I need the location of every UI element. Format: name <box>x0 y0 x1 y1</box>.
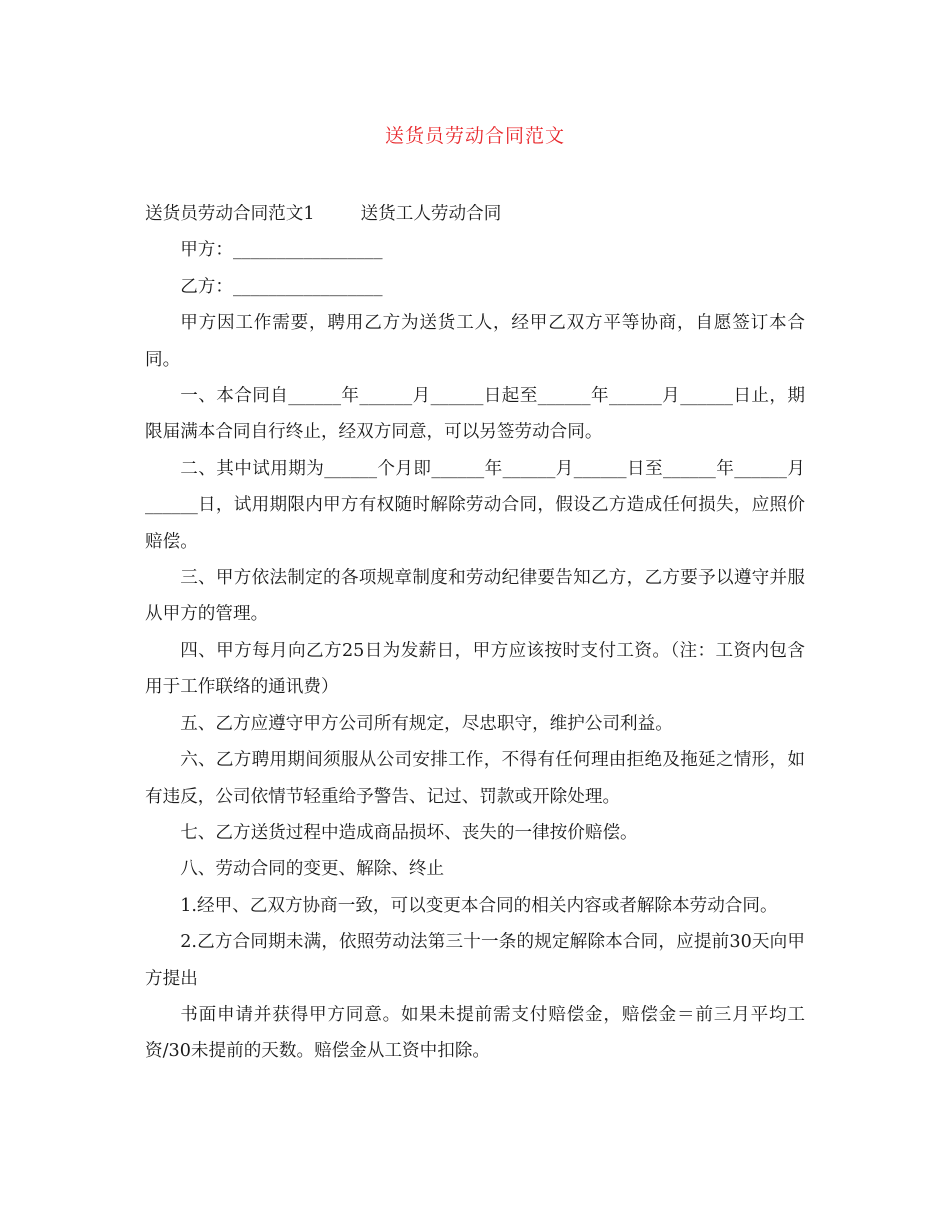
paragraph-clause-4: 四、甲方每月向乙方25日为发薪日，甲方应该按时支付工资。（注：工资内包含用于工作联络的通讯费） <box>145 640 805 698</box>
paragraph-clause-3: 三、甲方依法制定的各项规章制度和劳动纪律要告知乙方，乙方要予以遵守并服从甲方的管理。 <box>145 568 805 625</box>
paragraph-clause-1: 一、本合同自______年______月______日起至______年______月______日止，期限届满本合同自行终止，经双方同意，可以另签劳动合同。 <box>145 386 805 443</box>
party-a-line: 甲方：_________________ <box>180 240 383 261</box>
party-b-line: 乙方：_________________ <box>180 276 383 297</box>
paragraph-clause-8-2-cont: 书面申请并获得甲方同意。如果未提前需支付赔偿金，赔偿金＝前三月平均工资/30未提前的天数。赔偿金从工资中扣除。 <box>145 1004 805 1062</box>
paragraph-clause-2: 二、其中试用期为______个月即______年______月______日至______年______月______日，试用期限内甲方有权随时解除劳动合同，假设乙方造成任何损失，应照价赔偿。 <box>145 458 805 552</box>
section-heading-line <box>145 196 805 232</box>
document-body <box>145 196 805 1070</box>
contract-name: 送货工人劳动合同 <box>360 204 502 224</box>
document-title: 送货员劳动合同范文 <box>384 125 565 147</box>
paragraph-clause-6: 六、乙方聘用期间须服从公司安排工作，不得有任何理由拒绝及拖延之情形，如有违反，公司依情节轻重给予警告、记过、罚款或开除处理。 <box>145 750 805 807</box>
section-heading: 送货员劳动合同范文1 <box>145 204 315 224</box>
paragraph-clause-5: 五、乙方应遵守甲方公司所有规定，尽忠职守，维护公司利益。 <box>180 713 673 734</box>
paragraph-clause-8: 八、劳动合同的变更、解除、终止 <box>180 859 445 880</box>
paragraph-clause-8-2: 2.乙方合同期未满，依照劳动法第三十一条的规定解除本合同，应提前30天向甲方提出 <box>145 932 805 989</box>
paragraph-clause-8-1: 1.经甲、乙双方协商一致，可以变更本合同的相关内容或者解除本劳动合同。 <box>180 895 778 916</box>
paragraph-intro: 甲方因工作需要，聘用乙方为送货工人，经甲乙双方平等协商，自愿签订本合同。 <box>145 313 805 370</box>
paragraph-clause-7: 七、乙方送货过程中造成商品损坏、丧失的一律按价赔偿。 <box>180 822 638 843</box>
